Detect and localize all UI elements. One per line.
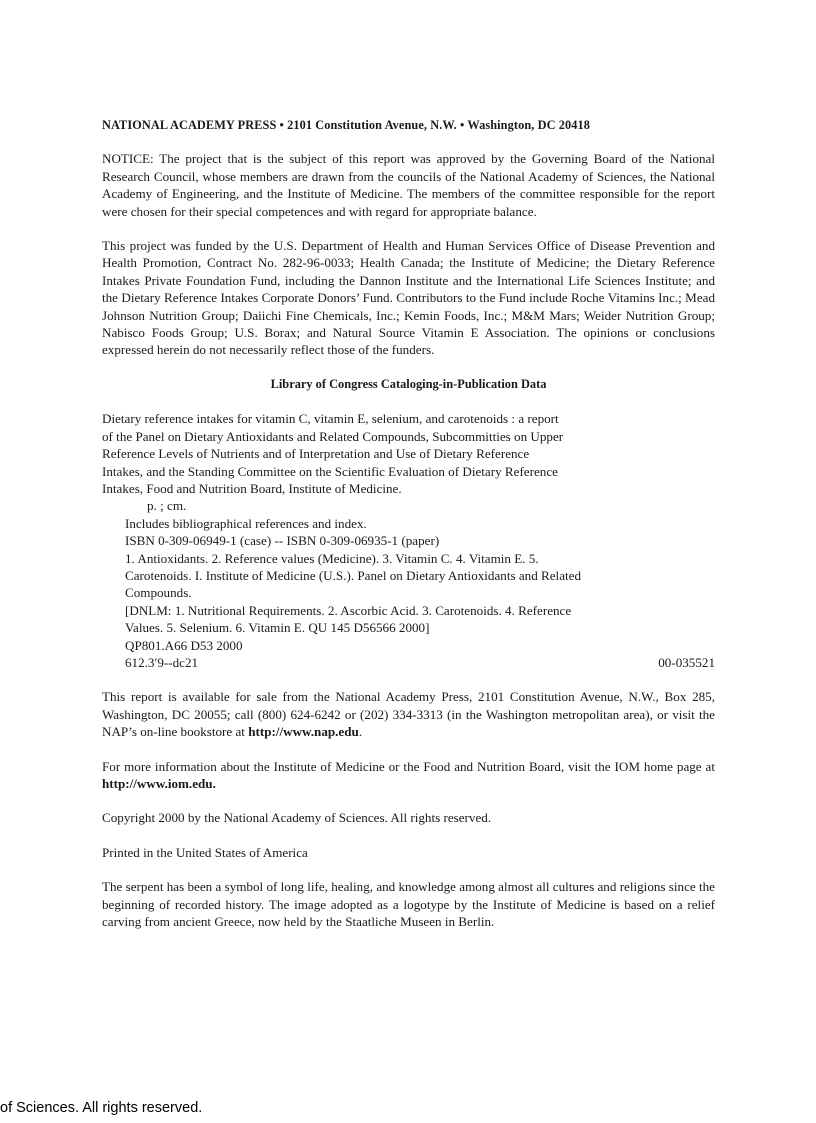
copyright-line: Copyright 2000 by the National Academy of Sciences. All rights reserved. [102, 810, 492, 826]
cip-main-line: Dietary reference intakes for vitamin C, vitamin E, selenium, and carotenoids : a report [102, 411, 559, 427]
availability-text: This report is available for sale from the National Academy Press, 2101 Constitution Avenue, N.W., Box 285, Washington, DC 20055; call (800) 624-6242 or (202) 334-3313 (in the Washington metropolitan area), or visit the NAP’s on-line bookstore at [102, 689, 715, 740]
cip-main-line: of the Panel on Dietary Antioxidants and Related Compounds, Subcommitties on Upper [102, 428, 564, 444]
document-page [102, 117, 715, 947]
cip-heading: Library of Congress Cataloging-in-Publication Data [270, 376, 547, 391]
cip-line: Compounds. [125, 585, 192, 601]
serpent-paragraph: The serpent has been a symbol of long life, healing, and knowledge among almost all cultures and religions since the beginning of recorded history. The image adopted as a logotype by the Institute of Medicine is based on a relief carving from ancient Greece, now held by the Staatliche Museen in Berlin. [102, 879, 715, 930]
funding-paragraph: This project was funded by the U.S. Department of Health and Human Services Office of Disease Prevention and Health Promotion, Contract No. 282-96-0033; Health Canada; the Institute of Medicine; the Dietary Reference Intakes Private Foundation Fund, including the Dannon Institute and the International Life Sciences Institute; and the Dietary Reference Intakes Corporate Donors’ Fund. Contributors to the Fund include Roche Vitamins Inc.; Mead Johnson Nutrition Group; Daiichi Fine Chemicals, Inc.; Kemin Foods, Inc.; M&M Mars; Weider Nutrition Group; Nabisco Foods Group; U.S. Borax; and Natural Source Vitamin E Association. The opinions or conclusions expressed herein do not necessarily reflect those of the funders. [102, 238, 715, 358]
availability-paragraph [102, 688, 715, 740]
notice-paragraph: NOTICE: The project that is the subject of this report was approved by the Governing Board of the National Research Council, whose members are drawn from the councils of the National Academy of Sciences, the National Academy of Engineering, and the Institute of Medicine. The members of the committee responsible for the report were chosen for their special competences and with regard for appropriate balance. [102, 151, 715, 219]
cip-line: 1. Antioxidants. 2. Reference values (Medicine). 3. Vitamin C. 4. Vitamin E. 5. [125, 550, 539, 566]
cip-physical-description: p. ; cm. [147, 498, 187, 514]
more-info-paragraph [102, 758, 715, 793]
iom-url-link[interactable]: http://www.iom.edu. [102, 776, 216, 791]
cip-line: [DNLM: 1. Nutritional Requirements. 2. Ascorbic Acid. 3. Carotenoids. 4. Reference [125, 602, 572, 618]
more-info-text: For more information about the Institute of Medicine or the Food and Nutrition Board, visit the IOM home page at [102, 758, 715, 774]
dewey-number: 612.3′9--dc21 [125, 654, 199, 670]
cip-line: Carotenoids. I. Institute of Medicine (U.S.). Panel on Dietary Antioxidants and Related [125, 567, 582, 583]
availability-end: . [358, 724, 363, 740]
cip-line: Values. 5. Selenium. 6. Vitamin E. QU 145 D56566 2000] [125, 620, 430, 636]
cip-line: ISBN 0-309-06949-1 (case) -- ISBN 0-309-06935-1 (paper) [125, 533, 440, 549]
cip-main-line: Reference Levels of Nutrients and of Interpretation and Use of Dietary Reference [102, 446, 530, 462]
cip-main-line: Intakes, Food and Nutrition Board, Institute of Medicine. [102, 480, 402, 496]
lccn-number: 00-035521 [658, 654, 715, 670]
cip-main-entry [102, 410, 715, 497]
footer-copyright-fragment: of Sciences. All rights reserved. [0, 1100, 203, 1116]
cip-line: QP801.A66 D53 2000 [125, 637, 243, 653]
publisher-address: NATIONAL ACADEMY PRESS • 2101 Constitution Avenue, N.W. • Washington, DC 20418 [102, 118, 590, 132]
nap-url-link[interactable]: http://www.nap.edu [248, 724, 359, 740]
printed-line: Printed in the United States of America [102, 844, 308, 860]
cip-block [102, 410, 715, 671]
cip-classification-row [102, 654, 715, 671]
cip-main-line: Intakes, and the Standing Committee on the Scientific Evaluation of Dietary Reference [102, 463, 558, 479]
cip-line: Includes bibliographical references and index. [125, 515, 367, 531]
